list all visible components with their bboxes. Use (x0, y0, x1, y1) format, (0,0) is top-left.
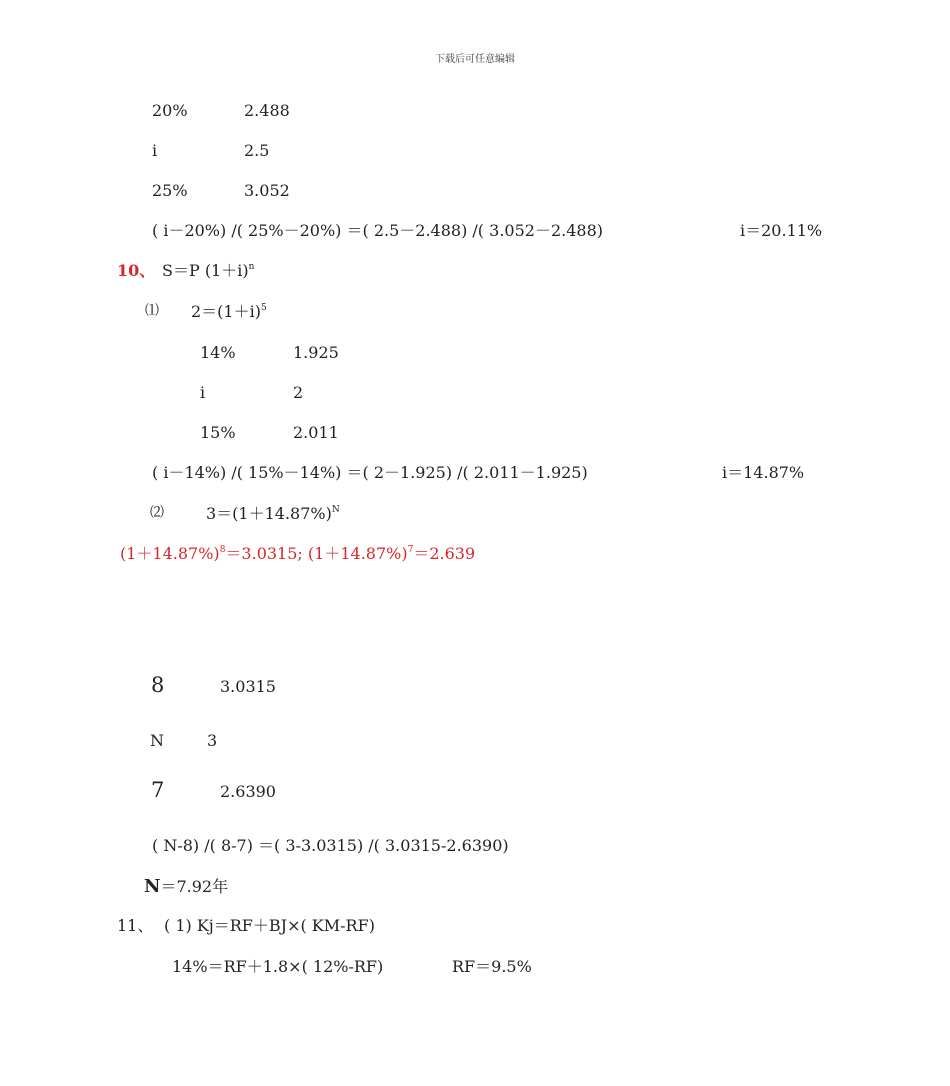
answer-line: N＝7.92年 (144, 876, 229, 897)
table3-label-1: 8 (151, 673, 165, 697)
equation-1-result: i＝20.11% (740, 221, 823, 240)
table3-label-3: 7 (151, 778, 165, 802)
table2-label-3: 15% (200, 423, 236, 442)
question-10-formula: S＝P $(1+i)^n$ (162, 261, 255, 280)
table3-value-2: 3 (207, 731, 218, 750)
equation-1: ( i－20%) /( 25%－20%) ＝( 2.5－2.488) /( 3.052－2.488) (152, 221, 603, 240)
equation-4-result: RF＝9.5% (452, 957, 532, 976)
equation-2-result: i＝14.87% (722, 463, 805, 482)
part-1-label: ⑴ (145, 303, 159, 319)
question-10-number: 10、 (117, 261, 156, 280)
part-2-label: ⑵ (150, 505, 164, 521)
part-2-formula: $3=(1+14.87\%)^N$ (206, 504, 340, 523)
table3-value-1: 3.0315 (220, 677, 276, 696)
red-calculation: $(1+14.87\%)^8=3.0315$; $(1+14.87\%)^7=2.639$ (120, 544, 476, 563)
table3-value-3: 2.6390 (220, 782, 276, 801)
table2-label-2: i (200, 383, 206, 402)
question-11-number: 11、 (117, 916, 154, 935)
table2-value-1: 1.925 (293, 343, 339, 362)
question-11-formula: ( 1) Kj＝RF＋BJ×( KM-RF) (164, 916, 375, 935)
table1-value-1: 2.488 (244, 101, 290, 120)
table1-value-3: 3.052 (244, 181, 290, 200)
table2-value-3: 2.011 (293, 423, 339, 442)
table3-label-2: N (150, 731, 164, 750)
part-1-formula: $2=(1+i)^5$ (191, 302, 267, 321)
equation-2: ( i－14%) /( 15%－14%) ＝( 2－1.925) /( 2.011－1.925) (152, 463, 588, 482)
table2-value-2: 2 (293, 383, 304, 402)
table1-label-2: i (152, 141, 158, 160)
page-header: 下载后可任意编辑 (435, 54, 515, 65)
table1-label-3: 25% (152, 181, 188, 200)
equation-3: ( N-8) /( 8-7) ＝( 3-3.0315) /( 3.0315-2.6390) (152, 836, 509, 855)
table1-value-2: 2.5 (244, 141, 270, 160)
table2-label-1: 14% (200, 343, 236, 362)
table1-label-1: 20% (152, 101, 188, 120)
equation-4: 14%＝RF＋1.8×( 12%-RF) (172, 957, 384, 976)
